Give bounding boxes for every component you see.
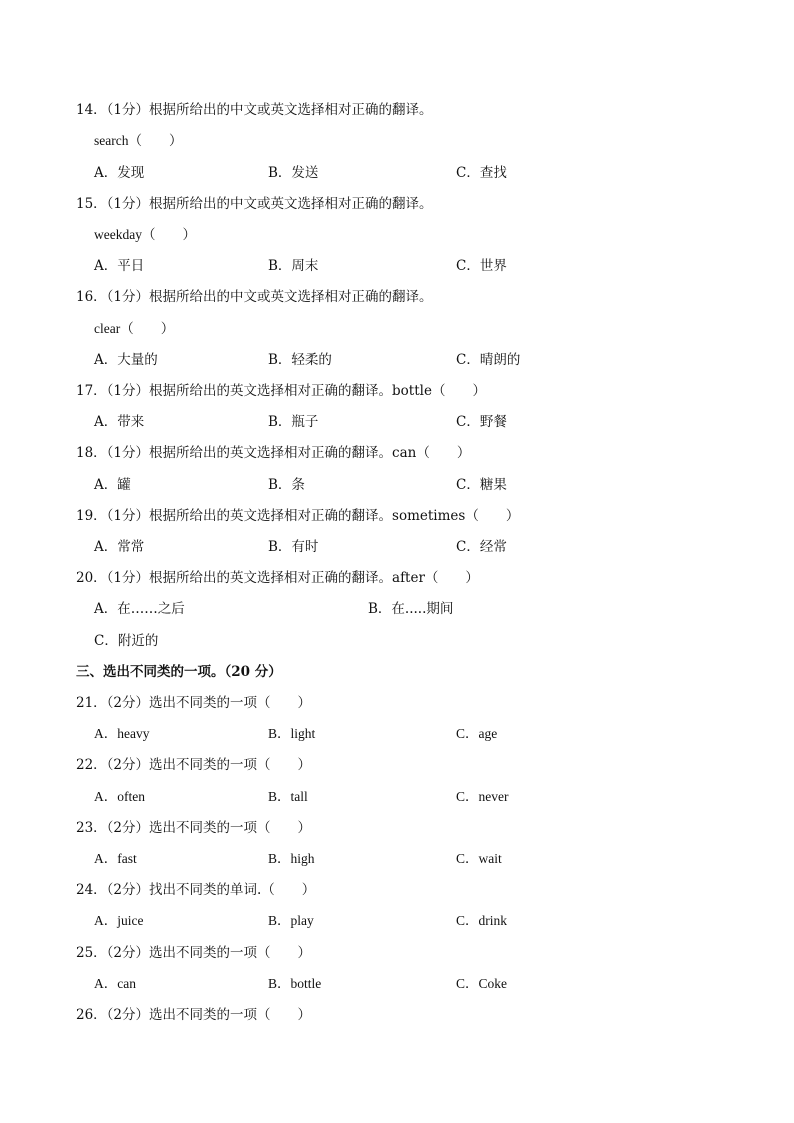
question-20-option-c: C．附近的: [94, 633, 159, 649]
question-23-option-a: A．fast: [94, 851, 137, 866]
question-22-option-a: A．often: [94, 789, 145, 804]
question-21-option-c: C．age: [456, 726, 498, 741]
question-15-option-c: C．世界: [456, 258, 507, 274]
question-15-stem: 15．（1分）根据所给出的中文或英文选择相对正确的翻译。: [76, 196, 433, 212]
question-25-option-c: C．Coke: [456, 976, 508, 991]
question-20-option-a: A．在……之后: [94, 601, 185, 617]
question-14-option-a: A．发现: [94, 165, 145, 181]
question-16-option-a: A．大量的: [94, 352, 158, 368]
question-17-stem: 17．（1分）根据所给出的英文选择相对正确的翻译。bottle（ ）: [76, 383, 486, 399]
question-18-option-c: C．糖果: [456, 477, 507, 493]
question-24-option-b: B．play: [268, 913, 314, 928]
question-19-option-b: B．有时: [268, 539, 319, 555]
question-15-option-a: A．平日: [94, 258, 145, 274]
question-16-option-c: C．晴朗的: [456, 352, 521, 368]
question-25-option-b: B．bottle: [268, 976, 322, 991]
question-14-option-b: B．发送: [268, 165, 319, 181]
question-25-option-a: A．can: [94, 976, 136, 991]
question-24-stem: 24．（2分）找出不同类的单词.（ ）: [76, 882, 316, 898]
question-17-option-b: B．瓶子: [268, 414, 319, 430]
question-22-option-b: B．tall: [268, 789, 308, 804]
section-3-title: 三、选出不同类的一项。（20 分）: [76, 664, 282, 680]
question-14-option-c: C．查找: [456, 165, 507, 181]
question-18-option-b: B．条: [268, 477, 305, 493]
question-26-stem: 26．（2分）选出不同类的一项（ ）: [76, 1007, 312, 1023]
question-23-stem: 23．（2分）选出不同类的一项（ ）: [76, 820, 312, 836]
question-25-stem: 25．（2分）选出不同类的一项（ ）: [76, 945, 312, 961]
question-16-stem: 16．（1分）根据所给出的中文或英文选择相对正确的翻译。: [76, 289, 433, 305]
question-16-option-b: B．轻柔的: [268, 352, 332, 368]
question-21-option-b: B．light: [268, 726, 316, 741]
question-14-stem: 14．（1分）根据所给出的中文或英文选择相对正确的翻译。: [76, 102, 433, 118]
question-19-option-a: A．常常: [94, 539, 145, 555]
question-21-stem: 21．（2分）选出不同类的一项（ ）: [76, 695, 312, 711]
question-19-option-c: C．经常: [456, 539, 507, 555]
question-16-word: clear（ ）: [94, 321, 175, 336]
question-20-option-b: B．在.....期间: [368, 601, 454, 617]
question-18-option-a: A．罐: [94, 477, 131, 493]
question-24-option-a: A．juice: [94, 913, 144, 928]
question-22-stem: 22．（2分）选出不同类的一项（ ）: [76, 757, 312, 773]
question-18-stem: 18．（1分）根据所给出的英文选择相对正确的翻译。can（ ）: [76, 445, 471, 461]
question-19-stem: 19．（1分）根据所给出的英文选择相对正确的翻译。sometimes（ ）: [76, 508, 520, 524]
question-20-stem: 20．（1分）根据所给出的英文选择相对正确的翻译。after（ ）: [76, 570, 479, 586]
question-23-option-c: C．wait: [456, 851, 502, 866]
question-17-option-c: C．野餐: [456, 414, 507, 430]
question-24-option-c: C．drink: [456, 913, 508, 928]
question-22-option-c: C．never: [456, 789, 509, 804]
question-15-word: weekday（ ）: [94, 227, 196, 242]
question-17-option-a: A．带来: [94, 414, 145, 430]
question-23-option-b: B．high: [268, 851, 315, 866]
question-14-word: search（ ）: [94, 133, 183, 148]
question-15-option-b: B．周末: [268, 258, 319, 274]
question-21-option-a: A．heavy: [94, 726, 150, 741]
